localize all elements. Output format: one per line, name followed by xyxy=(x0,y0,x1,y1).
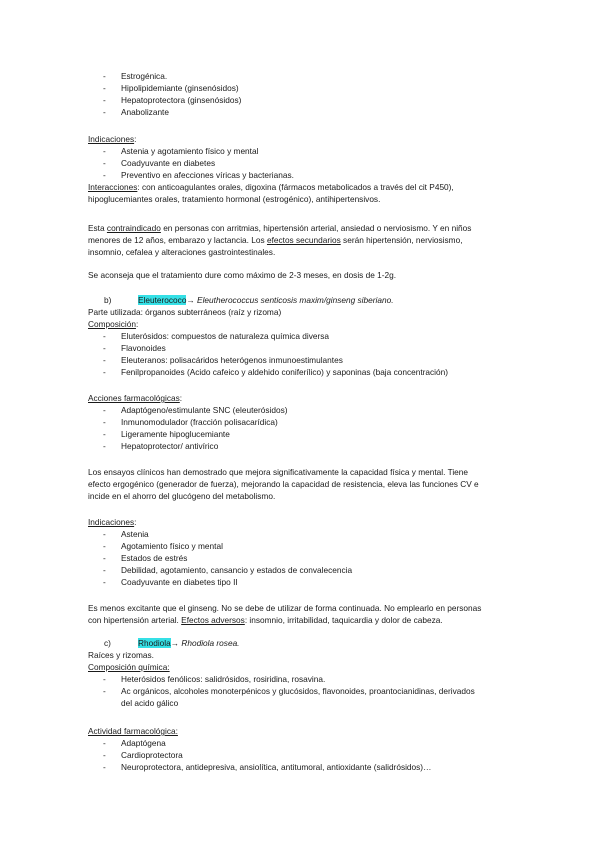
list-item: - Agotamiento físico y mental xyxy=(88,540,518,552)
eleuterococo-section: b) Eleuterococo→ Eleutherococcus senticosis maxim/ginseng siberiano. Parte utilizada: órganos subterráneos (raíz y rizoma) Composición: - Eluterósidos: compuestos de naturaleza química diversa - Flavonoides - Eleuteranos: polisacáridos heterógenos inmunoestimulantes - Fenilpropanoides (Acido cafeico y aldehido coniferílico) y saponinas (baja concentración) xyxy=(88,294,518,378)
list-item: - Coadyuvante en diabetes tipo II xyxy=(88,576,518,588)
interacciones-paragraph: Interacciones: con anticoagulantes orales, digoxina (fármacos metabolicados a través del cit P450), xyxy=(88,182,454,192)
section-heading: Composición xyxy=(88,319,136,329)
contraindicaciones-paragraph: Esta contraindicado en personas con arritmias, hipertensión arterial, ansiedad o nerviosismo. Y en niños menores de 12 años, embarazo y lactancia. Los efectos secundarios serán hipertensión, nerviosismo, insomnio, cefalea y alteraciones gastrointestinales. xyxy=(88,223,472,257)
section-heading: Actividad farmacológica: xyxy=(88,726,178,736)
actividad-section xyxy=(88,725,518,773)
list-item: - Anabolizante xyxy=(88,106,518,118)
list-item: - Heterósidos fenólicos: salidrósidos, rosiridina, rosavina. xyxy=(88,673,518,685)
ginseng-indicaciones: Indicaciones: - Astenia y agotamiento físico y mental - Coadyuvante en diabetes - Preventivo en afecciones víricas y bacterianas. Interacciones: con anticoagulantes orales, digoxina (fármacos metabolicados a través del cit P450), hipoglucemiantes orales, tratamiento hormonal (estrogénico), antihipertensivos. xyxy=(88,133,518,205)
eleuterococo-indicaciones: Indicaciones: - Astenia - Agotamiento físico y mental - Estados de estrés - Debilidad, agotamiento, cansancio y estados de convalecencia - Coadyuvante en diabetes tipo II xyxy=(88,516,518,588)
list-item: - Coadyuvante en diabetes xyxy=(88,157,518,169)
list-item: - Hepatoprotector/ antivírico xyxy=(88,440,518,452)
list-item: - Eleuteranos: polisacáridos heterógenos inmunoestimulantes xyxy=(88,354,518,366)
plant-name: Eleuterococo xyxy=(138,295,187,305)
arrow-icon: → xyxy=(170,638,180,648)
list-item: - Adaptógena xyxy=(88,737,518,749)
rhodiola-section: c) Rhodiola→ Rhodiola rosea. Raíces y rizomas. Composición química: - Heterósidos fenólicos: salidrósidos, rosiridina, rosavina. - Ac orgánicos, alcoholes monoterpénicos y glucósidos, flavonoides, proantocianidinas, derivados del acido gálico xyxy=(88,637,518,709)
section-title: b) Eleuterococo→ Eleutherococcus senticosis maxim/ginseng siberiano. xyxy=(104,295,394,305)
list-item: - Debilidad, agotamiento, cansancio y estados de convalecencia xyxy=(88,564,518,576)
list-item: - Hipolipidemiante (ginsenósidos) xyxy=(88,82,518,94)
section-heading: Interacciones xyxy=(88,182,138,192)
section-heading: Acciones farmacológicas xyxy=(88,393,180,403)
list-item: - Cardioprotectora xyxy=(88,749,518,761)
ensayos-paragraph: Los ensayos clínicos han demostrado que mejora significativamente la capacidad física y mental. Tiene efecto ergogénico (generador de fuerza), mejorando la capacidad de resistencia, eleva las funciones CV e incide en el ahorro del glucógeno del metabolismo. xyxy=(88,467,479,501)
plant-name: Rhodiola xyxy=(138,638,171,648)
list-item: - Inmunomodulador (fracción polisacarídica) xyxy=(88,416,518,428)
list-item: - Neuroprotectora, antidepresiva, ansiolítica, antitumoral, antioxidante (salidrósidos)… xyxy=(88,761,518,773)
list-item: - Flavonoides xyxy=(88,342,518,354)
list-item: - Hepatoprotectora (ginsenósidos) xyxy=(88,94,518,106)
list-item: - Fenilpropanoides (Acido cafeico y aldehido coniferílico) y saponinas (baja concentración) xyxy=(88,366,518,378)
list-item: - Eluterósidos: compuestos de naturaleza química diversa xyxy=(88,330,518,342)
top-effects-list xyxy=(88,70,518,118)
arrow-icon: → xyxy=(186,295,195,305)
section-heading: Composición química: xyxy=(88,662,170,672)
section-heading: Indicaciones xyxy=(88,134,135,144)
section-title: c) Rhodiola→ Rhodiola rosea. xyxy=(104,638,240,648)
list-item: - Ac orgánicos, alcoholes monoterpénicos y glucósidos, flavonoides, proantocianidinas, derivados xyxy=(88,685,518,697)
acciones-section: Acciones farmacológicas: - Adaptógeno/estimulante SNC (eleuterósidos) - Inmunomodulador (fracción polisacarídica) - Ligeramente hipoglucemiante - Hepatoprotector/ antivírico xyxy=(88,392,518,452)
dosis-paragraph: Se aconseja que el tratamiento dure como máximo de 2-3 meses, en dosis de 1-2g. xyxy=(88,270,397,280)
list-item: - Preventivo en afecciones víricas y bacterianas. xyxy=(88,169,518,181)
advertencias-paragraph: Es menos excitante que el ginseng. No se debe de utilizar de forma continuada. No emplearlo en personas con hipertensión arterial. Efectos adversos: insomnio, irritabilidad, taquicardia y dolor de cabeza. xyxy=(88,603,482,625)
section-heading: Indicaciones xyxy=(88,517,135,527)
list-item: - Estrogénica. xyxy=(88,70,518,82)
list-item: - Adaptógeno/estimulante SNC (eleuterósidos) xyxy=(88,404,518,416)
list-item: - Astenia xyxy=(88,528,518,540)
list-item: - Estados de estrés xyxy=(88,552,518,564)
list-item: - Ligeramente hipoglucemiante xyxy=(88,428,518,440)
list-item: - Astenia y agotamiento físico y mental xyxy=(88,145,518,157)
